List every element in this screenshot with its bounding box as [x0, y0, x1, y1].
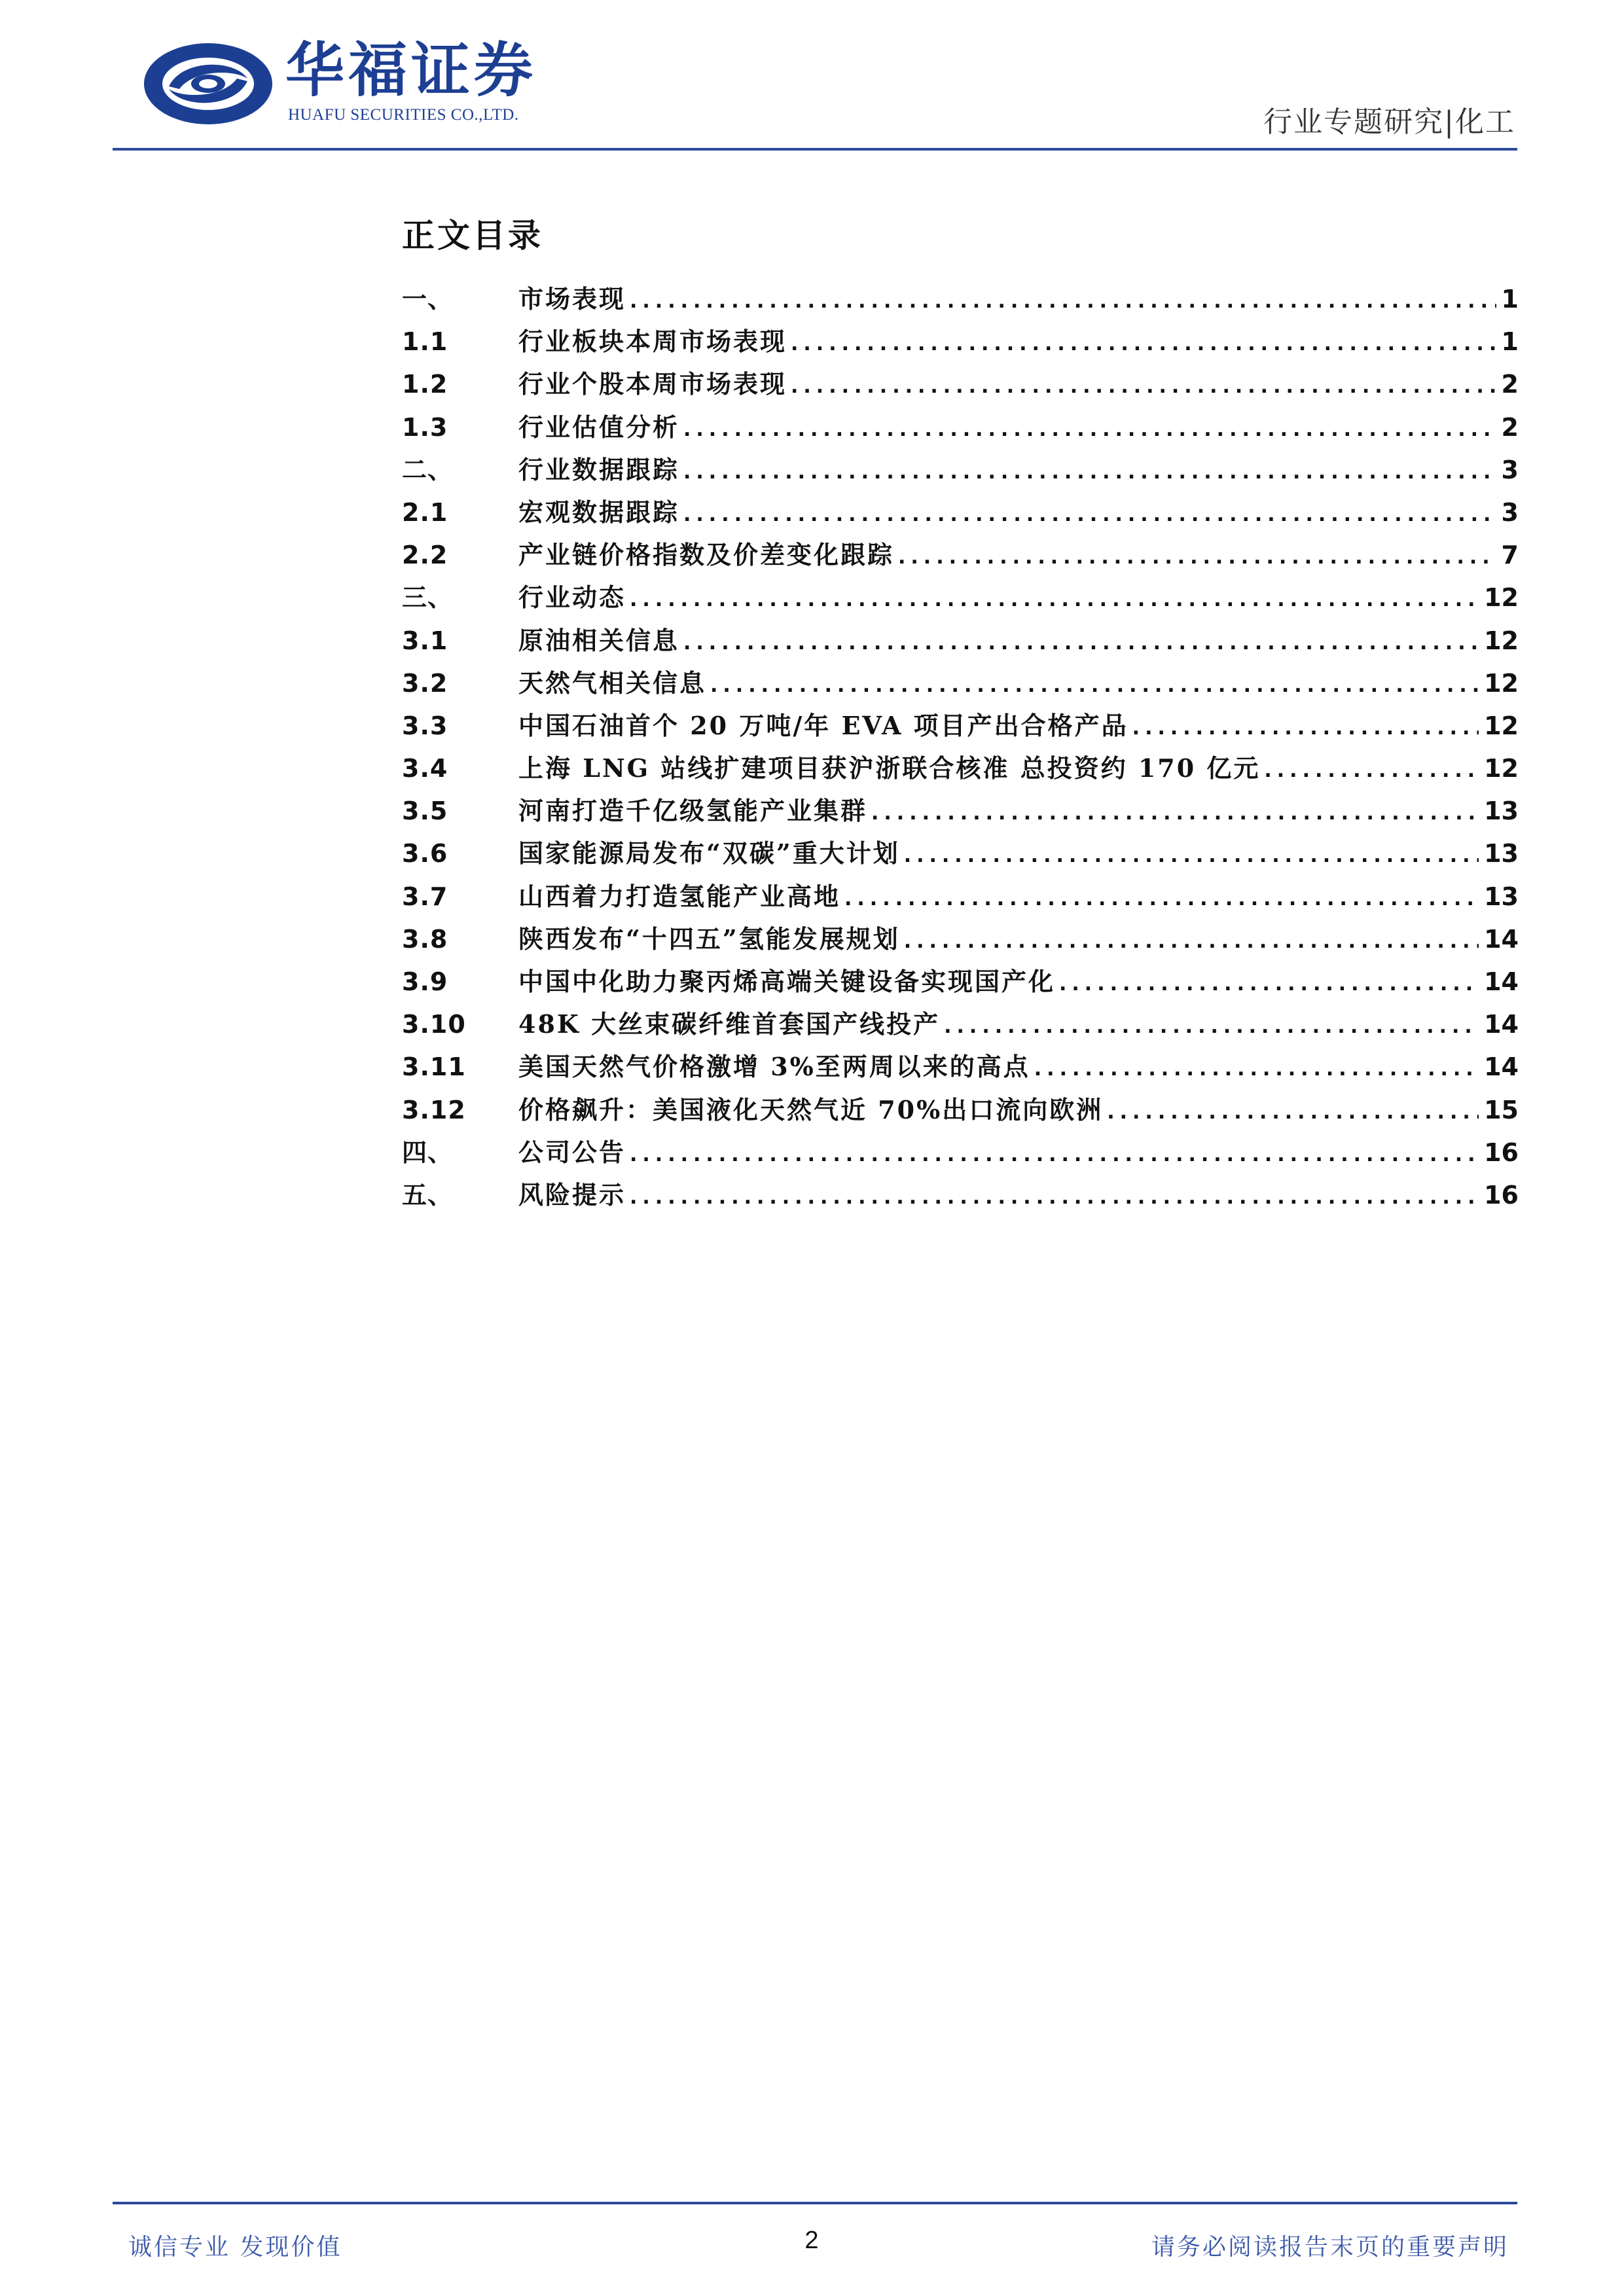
toc-entry-number: 1.3	[402, 412, 448, 442]
toc-entry[interactable]	[402, 748, 1519, 791]
toc-entry-page: 2	[1501, 370, 1519, 399]
toc-entry[interactable]	[402, 919, 1519, 961]
toc-entry[interactable]	[402, 1004, 1519, 1047]
toc-entry-number: 五、	[402, 1180, 454, 1210]
toc-entry[interactable]	[402, 791, 1519, 833]
toc-dot-leader	[791, 332, 1496, 355]
toc-entry[interactable]	[402, 407, 1519, 450]
toc-entry-number: 3.3	[402, 711, 448, 740]
toc-dot-leader	[1034, 1058, 1479, 1081]
toc-entry-number: 3.10	[402, 1010, 466, 1039]
toc-list	[402, 279, 1519, 1217]
toc-dot-leader	[844, 888, 1479, 910]
toc-entry-number: 三、	[402, 583, 454, 613]
toc-entry-number: 3.8	[402, 924, 448, 954]
toc-dot-leader	[898, 546, 1496, 569]
toc-entry-number: 3.9	[402, 967, 448, 996]
toc-entry-title: 山西着力打造氢能产业高地	[518, 881, 841, 911]
toc-dot-leader	[683, 503, 1496, 526]
footer-divider	[113, 2202, 1517, 2204]
toc-entry[interactable]	[402, 833, 1519, 876]
report-type: 行业专题研究|化工	[1263, 105, 1515, 139]
toc-entry-page: 13	[1484, 797, 1519, 826]
header-divider	[113, 148, 1517, 151]
toc-entry-number: 一、	[402, 285, 454, 314]
toc-entry-page: 14	[1484, 967, 1519, 996]
toc-entry[interactable]	[402, 1175, 1519, 1217]
toc-entry-title: 美国天然气价格激增 3%至两周以来的高点	[518, 1052, 1030, 1082]
toc-entry-title: 行业估值分析	[518, 412, 680, 442]
toc-dot-leader	[683, 418, 1496, 441]
toc-entry-number: 3.5	[402, 797, 448, 826]
toc-entry-number: 二、	[402, 455, 454, 484]
table-of-contents	[402, 209, 1519, 1217]
toc-entry-page: 2	[1501, 412, 1519, 442]
toc-dot-leader	[630, 1186, 1479, 1209]
toc-entry-number: 3.4	[402, 754, 448, 783]
toc-entry-page: 1	[1501, 285, 1519, 314]
toc-entry-page: 12	[1484, 583, 1519, 613]
page-header	[0, 0, 1624, 157]
toc-entry-number: 3.12	[402, 1095, 466, 1124]
toc-entry-number: 2.2	[402, 541, 448, 570]
toc-entry-title: 行业个股本周市场表现	[518, 369, 787, 399]
toc-entry-page: 14	[1484, 924, 1519, 954]
toc-entry-number: 3.7	[402, 882, 448, 911]
toc-dot-leader	[791, 375, 1496, 398]
toc-entry[interactable]	[402, 1047, 1519, 1089]
toc-entry-number: 1.1	[402, 327, 448, 357]
toc-entry[interactable]	[402, 1090, 1519, 1132]
toc-dot-leader	[630, 1143, 1479, 1166]
toc-dot-leader	[1132, 717, 1479, 740]
toc-entry[interactable]	[402, 492, 1519, 535]
toc-dot-leader	[630, 588, 1479, 611]
footer-slogan: 诚信专业 发现价值	[128, 2234, 342, 2261]
toc-entry-title: 48K 大丝束碳纤维首套国产线投产	[518, 1009, 941, 1039]
toc-entry[interactable]	[402, 321, 1519, 364]
toc-entry-page: 12	[1484, 626, 1519, 655]
toc-entry-title: 行业动态	[518, 583, 626, 613]
toc-entry-number: 四、	[402, 1138, 454, 1167]
toc-entry-title: 原油相关信息	[518, 625, 680, 655]
toc-entry-number: 1.2	[402, 370, 448, 399]
toc-entry-page: 12	[1484, 754, 1519, 783]
toc-entry-number: 3.2	[402, 668, 448, 698]
toc-entry-page: 13	[1484, 839, 1519, 869]
toc-entry-title: 上海 LNG 站线扩建项目获沪浙联合核准 总投资约 170 亿元	[518, 753, 1261, 783]
toc-entry-title: 产业链价格指数及价差变化跟踪	[518, 540, 895, 570]
page-number: 2	[804, 2227, 819, 2254]
logo-english-name: HUAFU SECURITIES CO.,LTD.	[288, 106, 519, 124]
toc-entry-title: 市场表现	[518, 284, 626, 314]
company-logo	[143, 35, 549, 130]
toc-entry-title: 河南打造千亿级氢能产业集群	[518, 796, 868, 826]
toc-entry-page: 14	[1484, 1010, 1519, 1039]
toc-entry-number: 2.1	[402, 497, 448, 527]
toc-dot-leader	[1059, 973, 1479, 996]
toc-entry-page: 12	[1484, 711, 1519, 740]
toc-dot-leader	[944, 1015, 1479, 1038]
toc-dot-leader	[871, 802, 1479, 825]
toc-entry-title: 宏观数据跟踪	[518, 497, 680, 527]
toc-entry[interactable]	[402, 876, 1519, 919]
toc-entry[interactable]	[402, 577, 1519, 620]
toc-entry-title: 公司公告	[518, 1137, 626, 1167]
toc-entry-number: 3.1	[402, 626, 448, 655]
toc-entry-page: 7	[1501, 541, 1519, 570]
logo-chinese-name: 华福证券	[285, 35, 537, 105]
toc-entry-number: 3.11	[402, 1052, 466, 1082]
toc-entry-title: 天然气相关信息	[518, 668, 707, 698]
toc-dot-leader	[1107, 1101, 1479, 1124]
toc-entry[interactable]	[402, 535, 1519, 577]
toc-entry-title: 行业数据跟踪	[518, 454, 680, 484]
toc-entry-title: 陕西发布“十四五”氢能发展规划	[518, 924, 900, 954]
footer-disclaimer: 请务必阅读报告末页的重要声明	[1151, 2234, 1509, 2261]
toc-entry-page: 16	[1484, 1138, 1519, 1167]
toc-entry-page: 15	[1484, 1095, 1519, 1124]
toc-dot-leader	[683, 461, 1496, 484]
toc-entry[interactable]	[402, 364, 1519, 406]
toc-dot-leader	[683, 632, 1479, 655]
toc-entry[interactable]	[402, 1132, 1519, 1175]
toc-entry-page: 3	[1501, 455, 1519, 484]
toc-dot-leader	[1264, 759, 1479, 782]
toc-entry-title: 国家能源局发布“双碳”重大计划	[518, 838, 900, 869]
toc-entry-page: 12	[1484, 668, 1519, 698]
toc-entry-title: 中国石油首个 20 万吨/年 EVA 项目产出合格产品	[518, 710, 1128, 740]
toc-entry-page: 1	[1501, 327, 1519, 357]
toc-dot-leader	[710, 674, 1479, 697]
toc-entry-title: 风险提示	[518, 1179, 626, 1210]
toc-entry[interactable]	[402, 279, 1519, 321]
toc-entry[interactable]	[402, 961, 1519, 1004]
toc-entry-title: 行业板块本周市场表现	[518, 327, 787, 357]
toc-dot-leader	[630, 290, 1496, 313]
toc-title: 正文目录	[402, 216, 543, 255]
toc-entry-title: 中国中化助力聚丙烯高端关键设备实现国产化	[518, 967, 1056, 996]
toc-entry-page: 3	[1501, 497, 1519, 527]
toc-entry-number: 3.6	[402, 839, 448, 869]
toc-entry[interactable]	[402, 620, 1519, 663]
toc-entry-page: 16	[1484, 1180, 1519, 1210]
toc-entry-page: 14	[1484, 1052, 1519, 1082]
toc-entry[interactable]	[402, 706, 1519, 748]
toc-entry-page: 13	[1484, 882, 1519, 911]
toc-dot-leader	[904, 930, 1479, 953]
toc-entry[interactable]	[402, 450, 1519, 492]
huafu-logo-icon	[143, 41, 274, 127]
toc-entry-title: 价格飙升：美国液化天然气近 70%出口流向欧洲	[518, 1094, 1104, 1124]
toc-entry[interactable]	[402, 663, 1519, 706]
toc-dot-leader	[904, 844, 1479, 867]
